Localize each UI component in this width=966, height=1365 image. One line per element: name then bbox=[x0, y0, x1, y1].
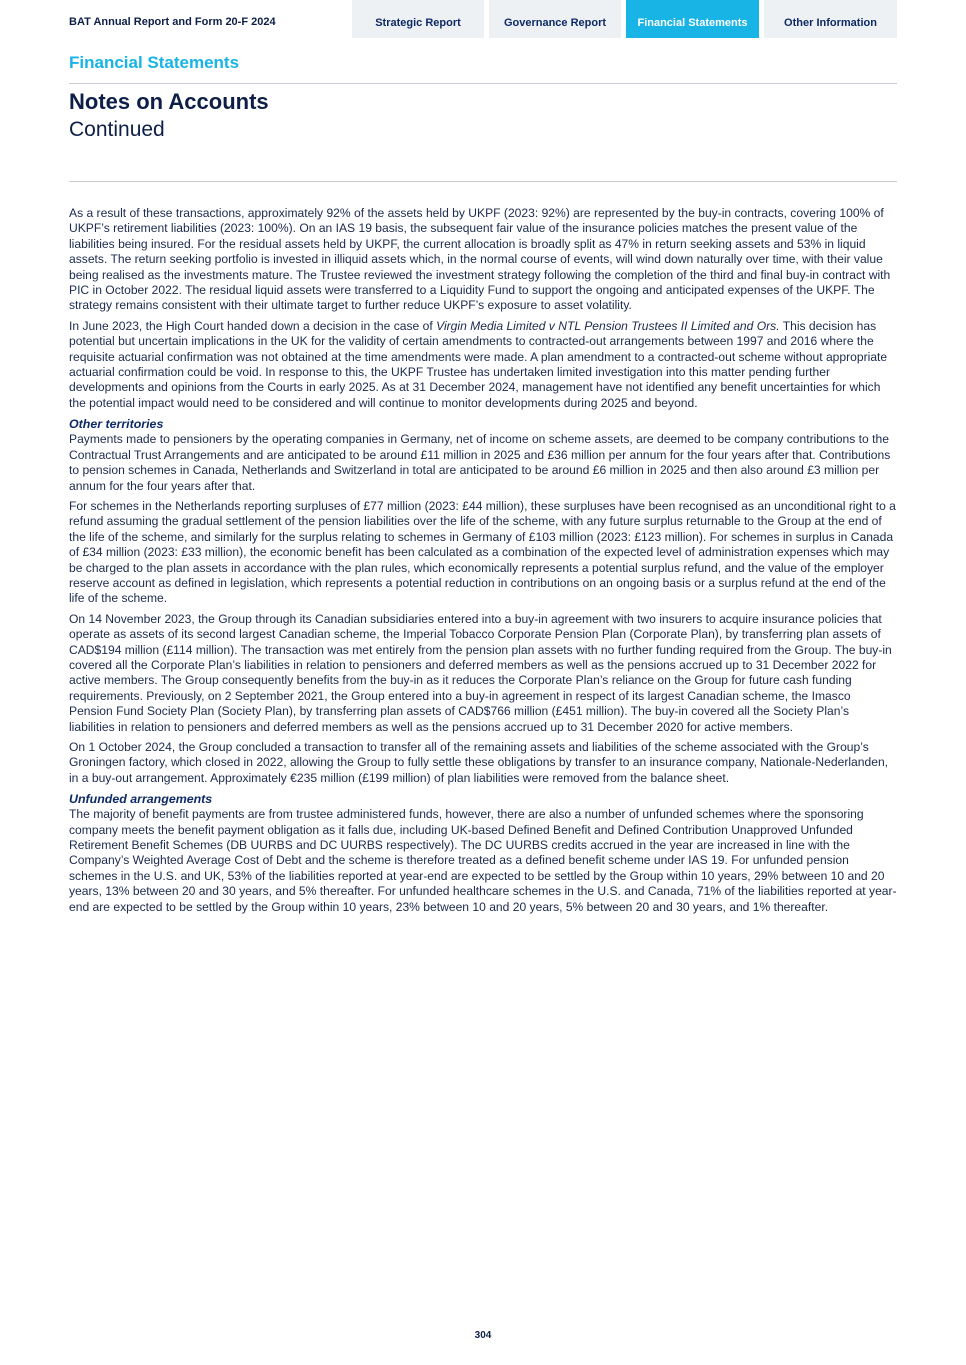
paragraph-netherlands-surpluses: For schemes in the Netherlands reporting surpluses of £77 million (2023: £44 million), these surpluses have been recognised as an unconditional right to a refund assuming the gradual settlement of the pension liabilities over the life of the scheme, with any future surplus returnable to the Group at the end of the life of the scheme, and similarly for the surplus relating to schemes in Germany of £103 million (2023: £123 million). For schemes in surplus in Canada of £34 million (2023: £33 million), the economic benefit has been calculated as a combination of the expected level of administration expenses which may be charged to the plan assets in accordance with the plan rules, which economically represents a potential surplus refund, and the value of the employer reserve account as defined in legislation, which represents a potential reduction in contributions on an ongoing basis or a surplus refund at the end of the life of the scheme. bbox=[69, 498, 896, 606]
header-divider bbox=[69, 83, 897, 84]
tab-financial-statements[interactable]: Financial Statements bbox=[626, 0, 759, 38]
high-court-text-start: In June 2023, the High Court handed down a decision in the case of bbox=[69, 318, 437, 333]
notes-body bbox=[69, 206, 897, 920]
report-title: BAT Annual Report and Form 20-F 2024 bbox=[69, 16, 276, 28]
paragraph-high-court bbox=[69, 319, 897, 411]
paragraph-germany-payments: Payments made to pensioners by the operating companies in Germany, net of income on scheme assets, are deemed to be company contributions to the Contractual Trust Arrangements and are anticipated to be around £11 million in 2025 and £36 million per annum for the four years after that. Contributions to pension schemes in Canada, Netherlands and Switzerland in total are anticipated to be around £6 million in 2025 and then also around £3 million per annum for the four years after that. bbox=[69, 432, 891, 493]
heading-unfunded-arrangements: Unfunded arrangements bbox=[69, 792, 213, 807]
section-label: Financial Statements bbox=[69, 53, 240, 72]
high-court-text-end: This decision has potential but uncertain implications in the UK for the validity of certain amendments to contracted-out arrangements between 1997 and 2016 where the requisite actuarial confirmation was not obtained at the time amendments were made. A plan amendment to a contracted-out scheme without appropriate actuarial confirmation could be void. In response to this, the UKPF Trustee has undertaken limited investigation into this matter pending further developments and opinions from the Courts in early 2025. As at 31 December 2024, management have not identified any benefit uncertainties for which the potential impact would need to be considered and will continue to monitor developments during 2025 and beyond. bbox=[69, 318, 888, 410]
case-name: Virgin Media Limited v NTL Pension Trustees II Limited and Ors. bbox=[436, 318, 780, 333]
page-title: Notes on Accounts bbox=[69, 89, 269, 114]
tab-governance-report[interactable]: Governance Report bbox=[489, 0, 621, 38]
paragraph-canada-buy-in: On 14 November 2023, the Group through its Canadian subsidiaries entered into a buy-in agreement with two insurers to acquire insurance policies that operate as assets of its second largest Canadian scheme, the Imperial Tobacco Corporate Pension Plan (Corporate Plan), by transferring plan assets of CAD$194 million (£114 million). The transaction was met entirely from the pension plan assets with no further funding required from the Group. The buy-in covered all the Corporate Plan’s liabilities in relation to pensioners and deferred members as well as the pensions accrued up to 31 December 2022 for active members. The Group consequently benefits from the buy-in as it reduces the Corporate Plan’s reliance on the Group for future cash funding requirements. Previously, on 2 September 2021, the Group entered into a buy-in agreement in respect of its largest Canadian scheme, the Imasco Pension Fund Society Plan (Society Plan), by transferring plan assets of CAD$766 million (£451 million). The buy-in covered all the Society Plan’s liabilities in relation to pensioners and deferred members as well as the pensions accrued up to 31 December 2020 for active members. bbox=[69, 611, 892, 734]
title-divider bbox=[69, 181, 897, 182]
tab-strategic-report[interactable]: Strategic Report bbox=[352, 0, 484, 38]
page-subtitle: Continued bbox=[69, 118, 165, 141]
paragraph-ukpf-assets: As a result of these transactions, approximately 92% of the assets held by UKPF (2023: 92%) are represented by the buy-in contracts, covering 100% of UKPF’s retirement liabilities (2023: 100%). On an IAS 19 basis, the subsequent fair value of the insurance policies matches the present value of the liabilities being insured. For the residual assets held by UKPF, the current allocation is broadly split as 47% in return seeking assets and 53% in liquid assets. The return seeking portfolio is invested in illiquid assets which, in the normal course of events, will wind down naturally over time, with their value being realised as the investments mature. The Trustee reviewed the investment strategy following the completion of the third and final buy-in contract with PIC in October 2022. The residual liquid assets were transferred to a Liquidity Fund to support the ongoing and anticipated expenses of the UKPF. The strategy remains consistent with their ultimate target to further reduce UKPF’s exposure to asset volatility. bbox=[69, 206, 891, 313]
heading-other-territories: Other territories bbox=[69, 417, 164, 432]
paragraph-groningen-buy-out: On 1 October 2024, the Group concluded a transaction to transfer all of the remaining assets and liabilities of the scheme associated with the Group’s Groningen factory, which closed in 2022, allowing the Group to fully settle these obligations by transfer to an insurance company, Nationale-Nederlanden, in a buy-out arrangement. Approximately €235 million (£199 million) of plan liabilities were removed from the balance sheet. bbox=[69, 740, 889, 785]
paragraph-unfunded-schemes: The majority of benefit payments are from trustee administered funds, however, there are also a number of unfunded schemes where the sponsoring company meets the benefit payment obligation as it falls due, including UK-based Defined Benefit and Defined Contribution Unapproved Unfunded Retirement Benefit Schemes (DB UURBS and DC UURBS respectively). The DC UURBS credits accrued in the year are increased in line with the Company’s Weighted Average Cost of Debt and the scheme is therefore treated as a defined benefit scheme under IAS 19. For unfunded pension schemes in the U.S. and UK, 53% of the liabilities reported at year-end are expected to be settled by the Group within 10 years, 29% between 10 and 20 years, 13% between 20 and 30 years, and 5% thereafter. For unfunded healthcare schemes in the U.S. and Canada, 71% of the liabilities reported at year-end are expected to be settled by the Group within 10 years, 23% between 10 and 20 years, 5% between 20 and 30 years, and 1% thereafter. bbox=[69, 807, 897, 914]
tab-other-information[interactable]: Other Information bbox=[764, 0, 897, 38]
top-navigation-bar bbox=[0, 0, 966, 38]
page-number: 304 bbox=[474, 1330, 492, 1341]
